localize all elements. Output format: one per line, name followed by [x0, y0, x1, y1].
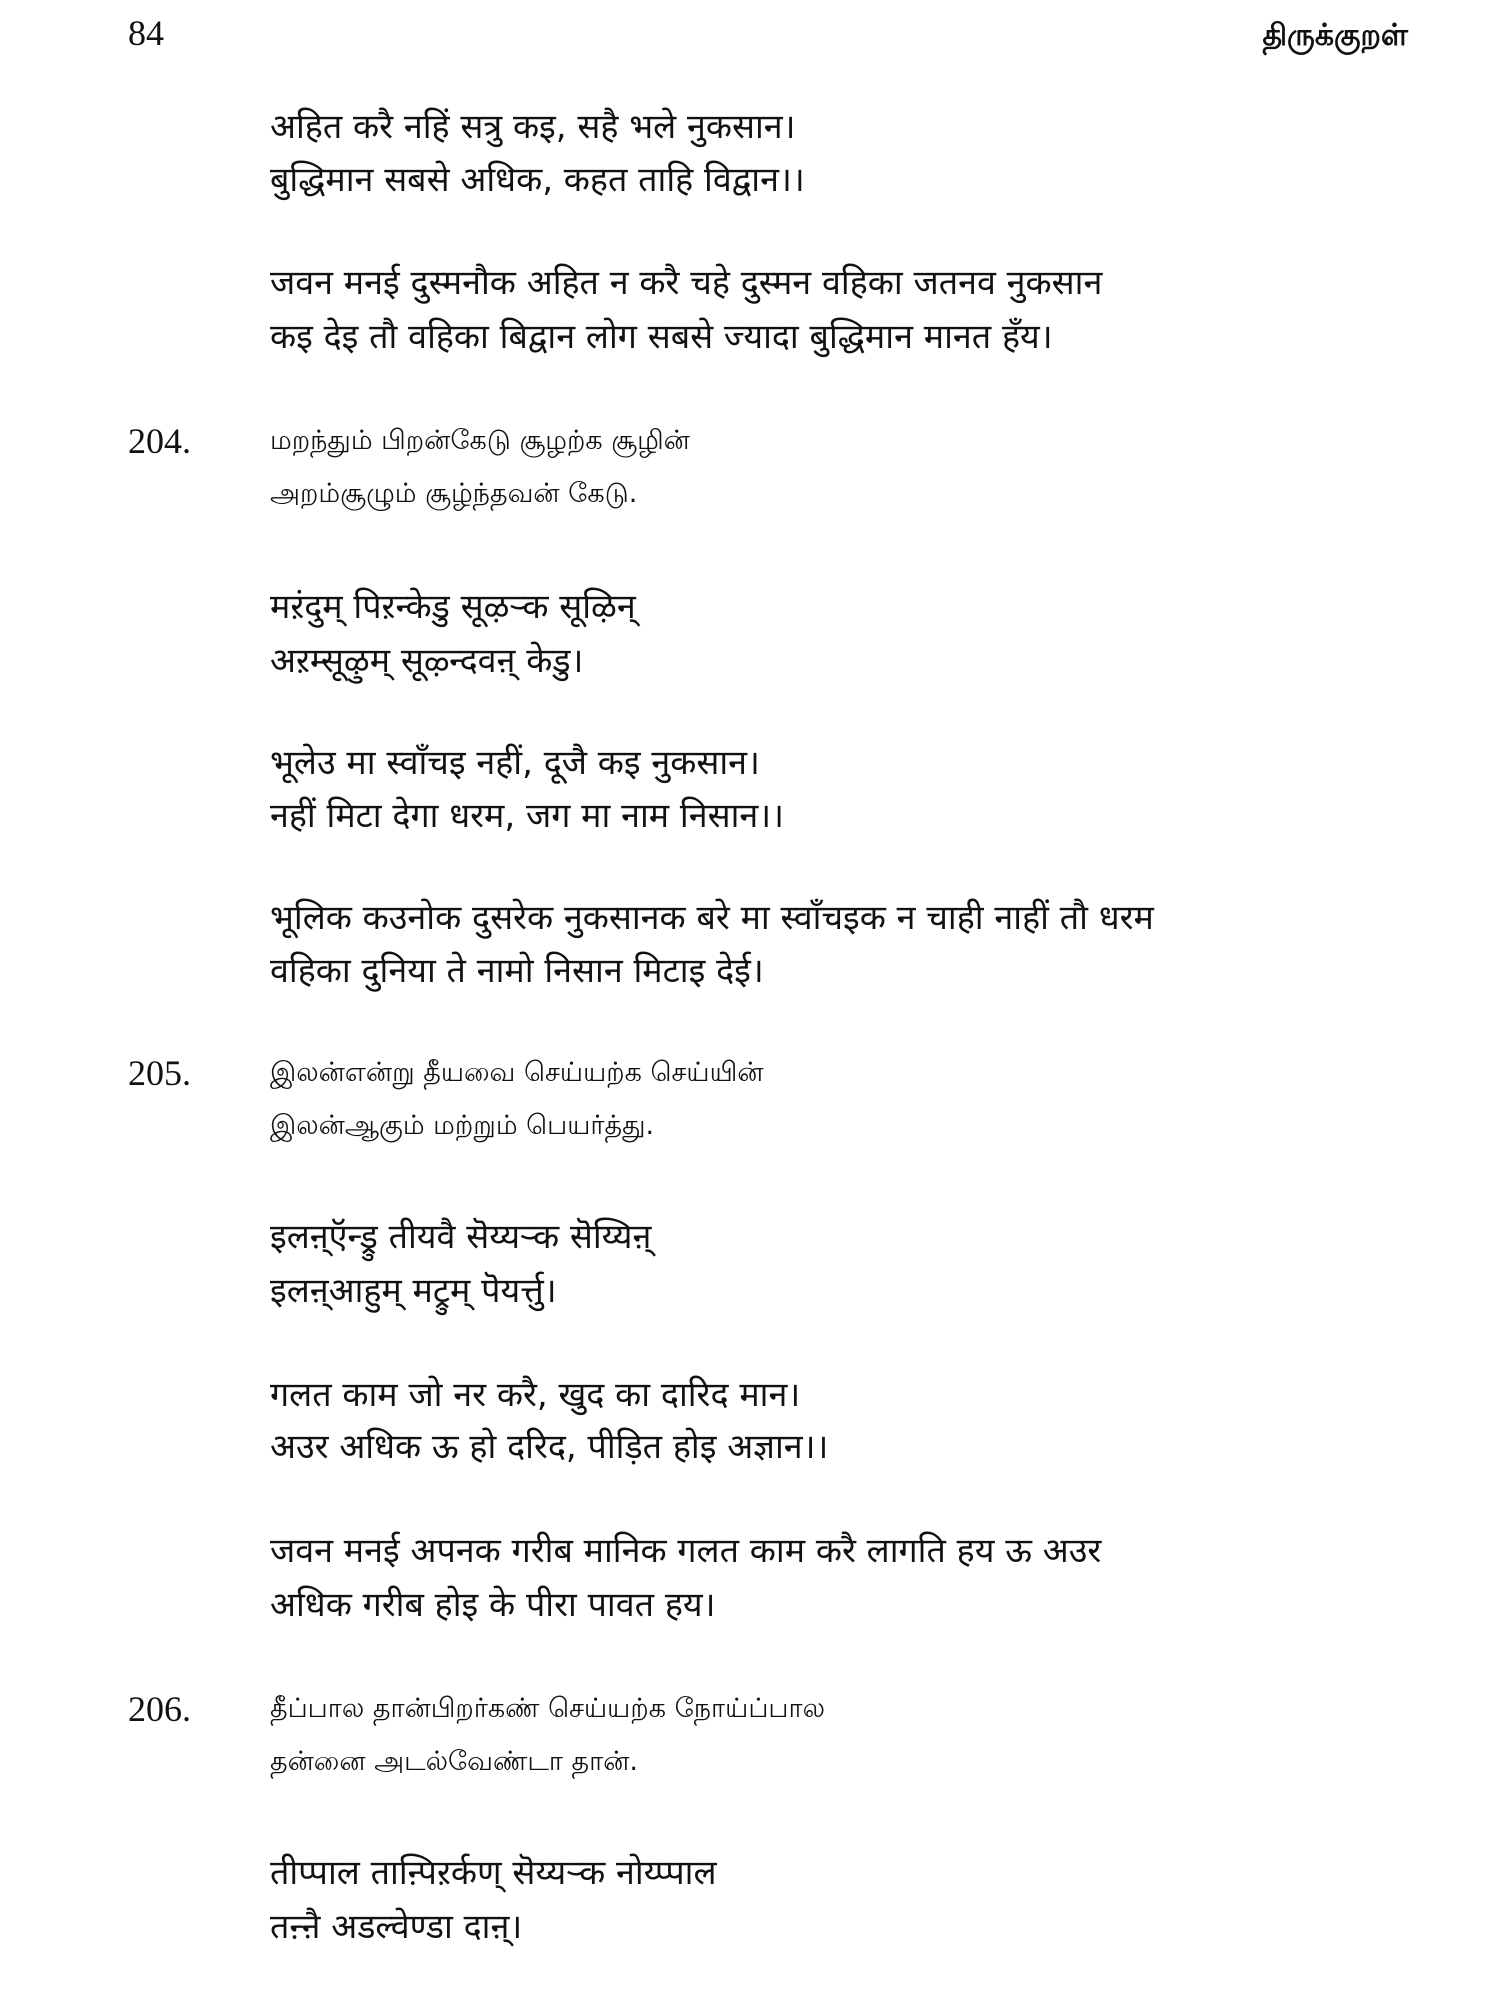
prose-line: जवन मनई दुस्मनौक अहित न करै चहे दुस्मन वहिका जतनव नुकसान	[270, 263, 1103, 303]
tamil-verse-line: தீப்பால தான்பிறர்கண் செய்யற்க நோய்ப்பால	[270, 1693, 826, 1724]
verse-number: 204.	[128, 421, 191, 461]
prose-line: कइ देइ तौ वहिका बिद्वान लोग सबसे ज्यादा बुद्धिमान मानत हँय।	[270, 317, 1053, 357]
transliteration-line: इलऩ्आहुम् मट्रुम् पॆयर्त्तु।	[270, 1271, 557, 1311]
running-head-title: திருக்குறள்	[1262, 18, 1408, 53]
transliteration-line: अऱम्सूऴुम् सूऴ्न्दवऩ् केडु।	[270, 641, 584, 681]
page-number: 84	[128, 13, 164, 53]
transliteration-line: मऱंदुम् पिऱन्केडु सूऴऱ्क सूऴिन्	[270, 587, 636, 627]
tamil-verse-line: இலன்என்று தீயவை செய்யற்க செய்யின்	[270, 1057, 764, 1088]
couplet-line: अउर अधिक ऊ हो दरिद, पीड़ित होइ अज्ञान।।	[270, 1427, 829, 1467]
prose-line: भूलिक कउनोक दुसरेक नुकसानक बरे मा स्वाँचइक न चाही नाहीं तौ धरम	[270, 898, 1154, 938]
couplet-line: भूलेउ मा स्वाँचइ नहीं, दूजै कइ नुकसान।	[270, 743, 760, 783]
transliteration-line: तऩ्ऩै अडल्वेण्डा दाऩ्।	[270, 1907, 523, 1947]
verse-number: 205.	[128, 1053, 191, 1093]
prose-line: वहिका दुनिया ते नामो निसान मिटाइ देई।	[270, 951, 764, 991]
couplet-line: अहित करै नहिं सत्रु कइ, सहै भले नुकसान।	[270, 107, 796, 147]
tamil-verse-line: இலன்ஆகும் மற்றும் பெயர்த்து.	[270, 1110, 655, 1141]
couplet-line: बुद्धिमान सबसे अधिक, कहत ताहि विद्वान।।	[270, 160, 805, 200]
verse-number: 206.	[128, 1689, 191, 1729]
couplet-line: गलत काम जो नर करै, खुद का दारिद मान।	[270, 1375, 801, 1415]
tamil-verse-line: தன்னை அடல்வேண்டா தான்.	[270, 1746, 638, 1777]
tamil-verse-line: அறம்சூழும் சூழ்ந்தவன் கேடு.	[270, 478, 638, 509]
prose-line: जवन मनई अपनक गरीब मानिक गलत काम करै लागति हय ऊ अउर	[270, 1531, 1102, 1571]
tamil-verse-line: மறந்தும் பிறன்கேடு சூழற்க சூழின்	[270, 425, 690, 456]
transliteration-line: तीप्पाल ताऩ्पिऱर्कण् सॆय्यऱ्क नोय्प्पाल	[270, 1853, 717, 1893]
couplet-line: नहीं मिटा देगा धरम, जग मा नाम निसान।।	[270, 796, 785, 836]
prose-line: अधिक गरीब होइ के पीरा पावत हय।	[270, 1585, 716, 1625]
transliteration-line: इलऩ्ऍन्ड्रु तीयवै सॆय्यऱ्क सॆय्यिऩ्	[270, 1217, 652, 1257]
